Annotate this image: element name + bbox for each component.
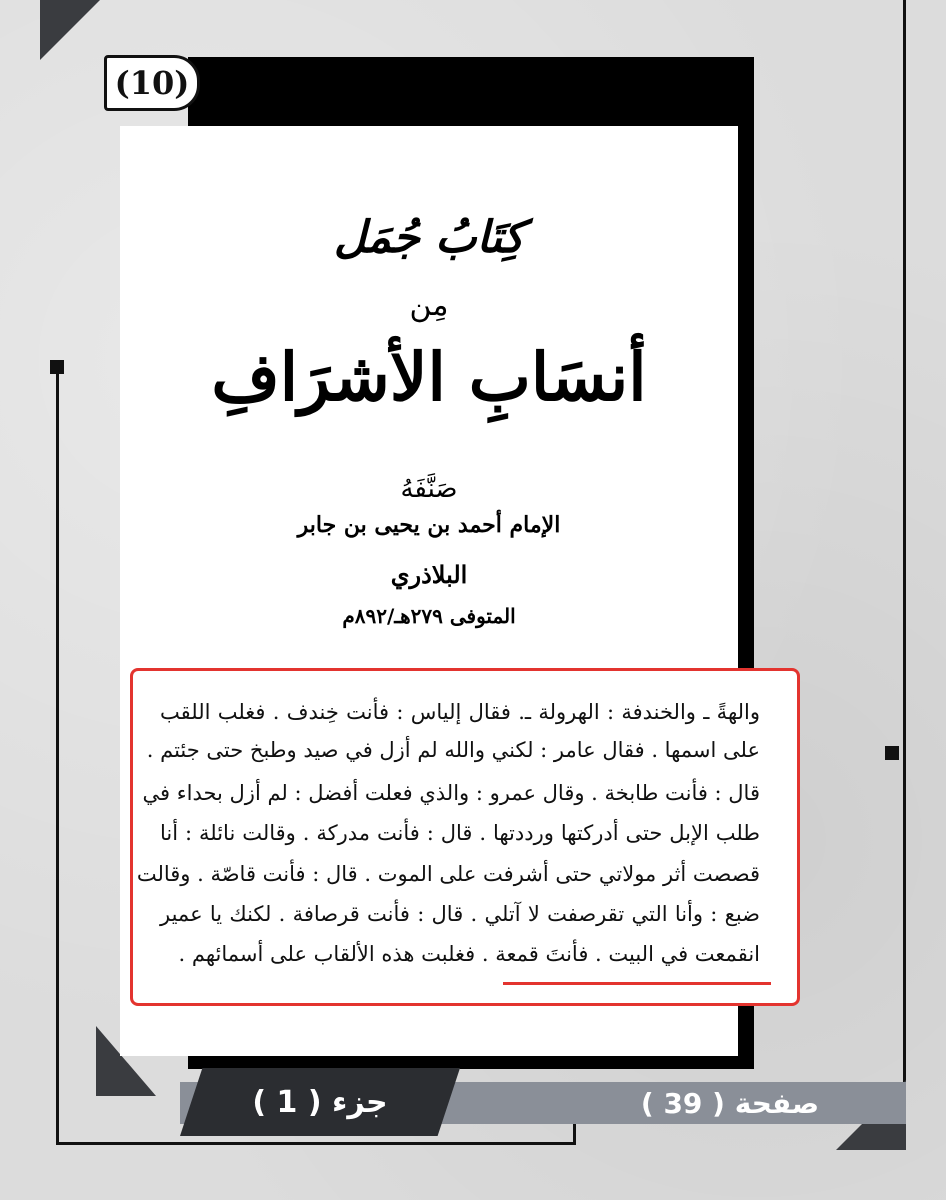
frame-line-left [56, 368, 59, 1144]
issue-number-badge: (10) [104, 55, 200, 111]
author-name: الإمام أحمد بن يحيى بن جابر [297, 512, 561, 538]
authored-by: صَنَّفَهُ [400, 474, 458, 504]
excerpt-line-4: طلب الإبل حتى أدركتها ورددتها . قال : فأنت مدركة . وقالت نائلة : أنا [160, 821, 760, 845]
excerpt-line-7: انقمعت في البيت . فأنتَ قمعة . فغلبت هذه الألقاب على أسمائهم . [178, 942, 760, 966]
page-label: صفحة ( 39 ) [640, 1086, 820, 1120]
book-word: كِتَابُ جُمَل [333, 212, 525, 263]
corner-accent-top-left [40, 0, 100, 60]
excerpt-line-6: ضبع : وأنا التي تقرصفت لا آتلي . قال : فأنت قرصافة . لكنك يا عمير [160, 902, 760, 926]
excerpt-line-2: على اسمها . فقال عامر : لكني والله لم أزل في صيد وطبخ حتى جئتم . [146, 738, 760, 762]
frame-square-right [885, 746, 899, 760]
frame-line-bottom [56, 1142, 576, 1145]
excerpt-line-5: قصصت أثر مولاتي حتى أشرفت على الموت . قال : فأنت قاصّة . وقالت [136, 862, 760, 886]
death-date: المتوفى ٢٧٩هـ/٨٩٢م [342, 604, 516, 628]
from-word: مِن [409, 288, 449, 323]
frame-line-right [903, 0, 906, 1110]
main-title: أنسَابِ الأشرَافِ [211, 338, 647, 416]
author-nisba: البلاذري [390, 560, 468, 589]
excerpt-line-1: والهةً ـ والخندفة : الهرولة ـ. فقال إلياس : فأنت خِندف . فغلب اللقب [160, 700, 760, 724]
frame-square-left [50, 360, 64, 374]
highlight-underline [503, 982, 771, 985]
excerpt-line-3: قال : فأنت طابخة . وقال عمرو : والذي فعلت أفضل : لم أزل بحداء في [142, 781, 760, 805]
part-label: جزء ( 1 ) [252, 1084, 388, 1120]
